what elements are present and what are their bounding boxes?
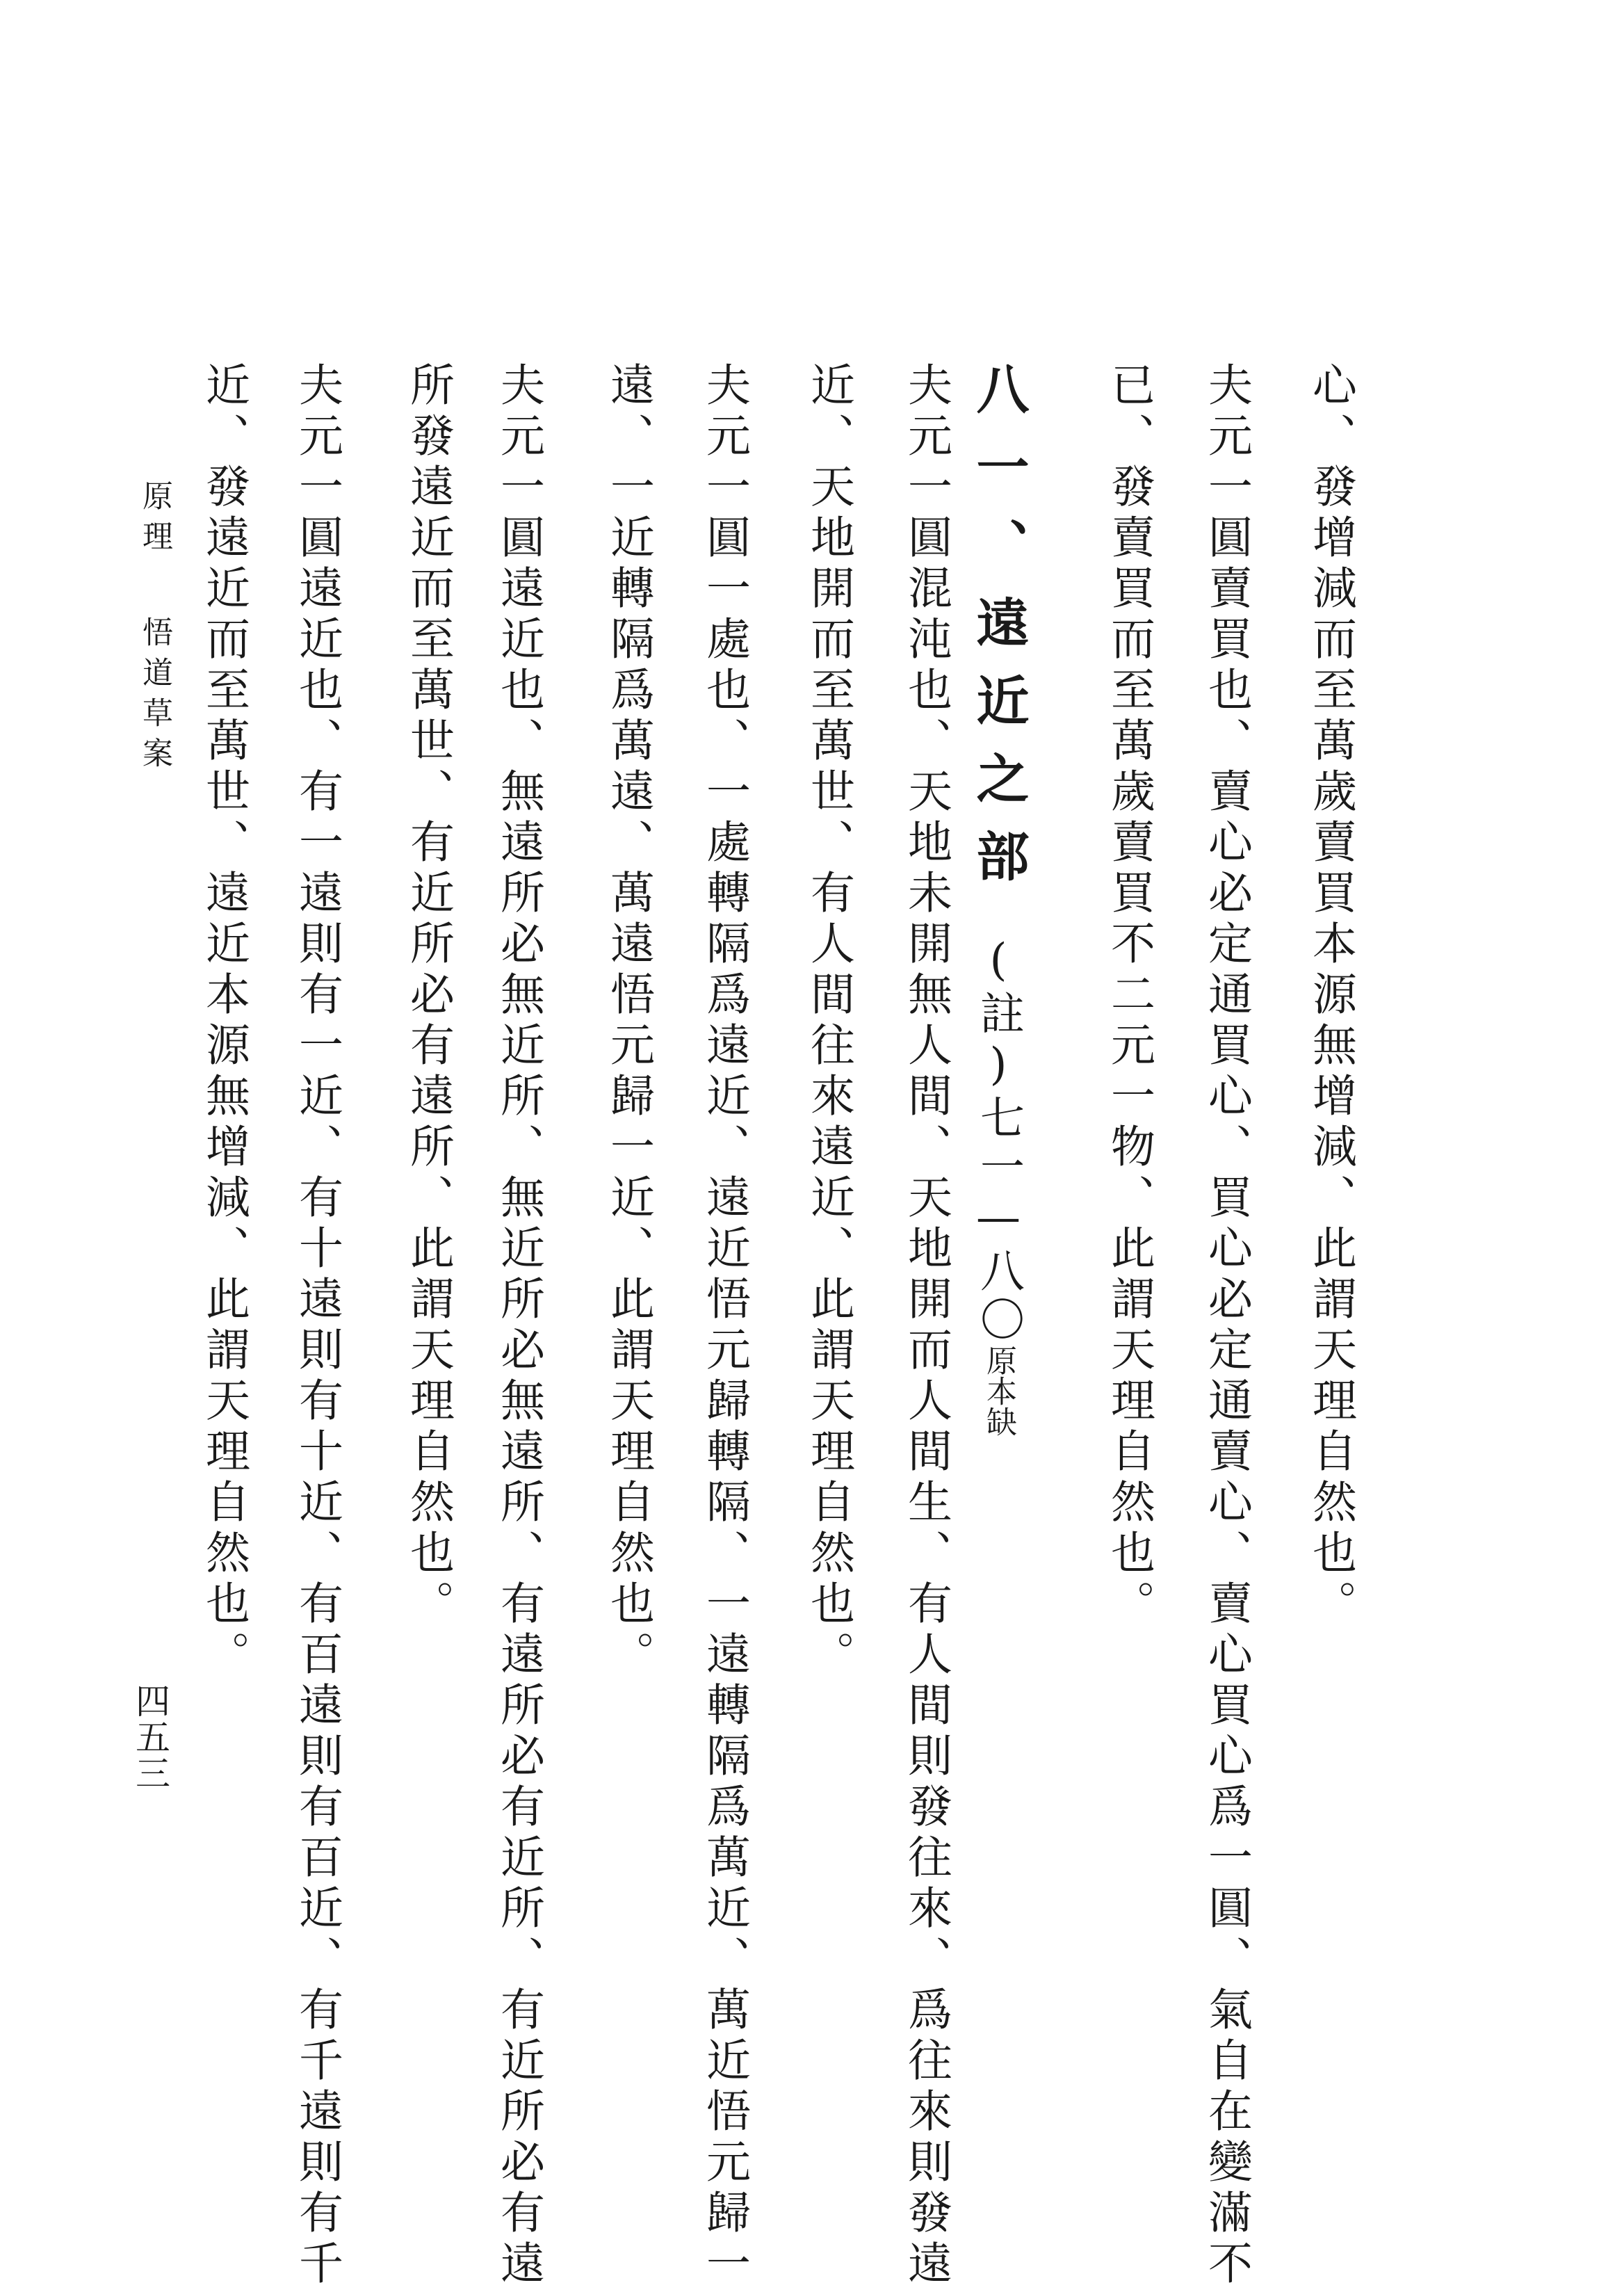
text-column-3: 已、發賣買而至萬歲賣買不二元一物、此謂天理自然也。 [1103, 362, 1155, 1631]
note-marker: (註) [973, 935, 1024, 1095]
section-note [973, 935, 1024, 1437]
text-column-2: 夫元一圓賣買也、賣心必定通買心、買心必定通賣心、賣心買心爲一圓、氣自在變滿不 [1201, 362, 1252, 2291]
running-header-title: 悟道草案 [137, 616, 172, 777]
text-column-6: 夫元一圓一處也、一處轉隔爲遠近、遠近悟元歸轉隔、一遠轉隔爲萬近、萬近悟元歸一 [699, 362, 750, 2291]
text-column-1: 心、發增減而至萬歲賣買本源無增減、此謂天理自然也。 [1305, 362, 1356, 1631]
note-range: 七一—八〇 [973, 1095, 1024, 1345]
page-number: 四五三 [130, 1683, 170, 1791]
note-missing: 原本缺 [981, 1345, 1016, 1437]
section-title: 八一、遠近之部 [968, 362, 1030, 907]
text-column-9: 所發遠近而至萬世、有近所必有遠所、此謂天理自然也。 [403, 362, 454, 1631]
section-heading [961, 362, 1037, 1437]
text-column-10: 夫元一圓遠近也、有一遠則有一近、有十遠則有十近、有百遠則有百近、有千遠則有千 [291, 362, 343, 2291]
text-column-4: 夫元一圓混沌也、天地未開無人間、天地開而人間生、有人間則發往來、爲往來則發遠 [900, 362, 952, 2291]
running-header [132, 480, 177, 777]
text-column-11: 近、發遠近而至萬世、遠近本源無增減、此謂天理自然也。 [198, 362, 250, 1681]
running-header-part: 原理 [137, 480, 172, 560]
text-column-8: 夫元一圓遠近也、無遠所必無近所、無近所必無遠所、有遠所必有近所、有近所必有遠 [493, 362, 544, 2291]
text-column-5: 近、天地開而至萬世、有人間往來遠近、此謂天理自然也。 [803, 362, 854, 1681]
text-column-7: 遠、一近轉隔爲萬遠、萬遠悟元歸一近、此謂天理自然也。 [603, 362, 654, 1681]
